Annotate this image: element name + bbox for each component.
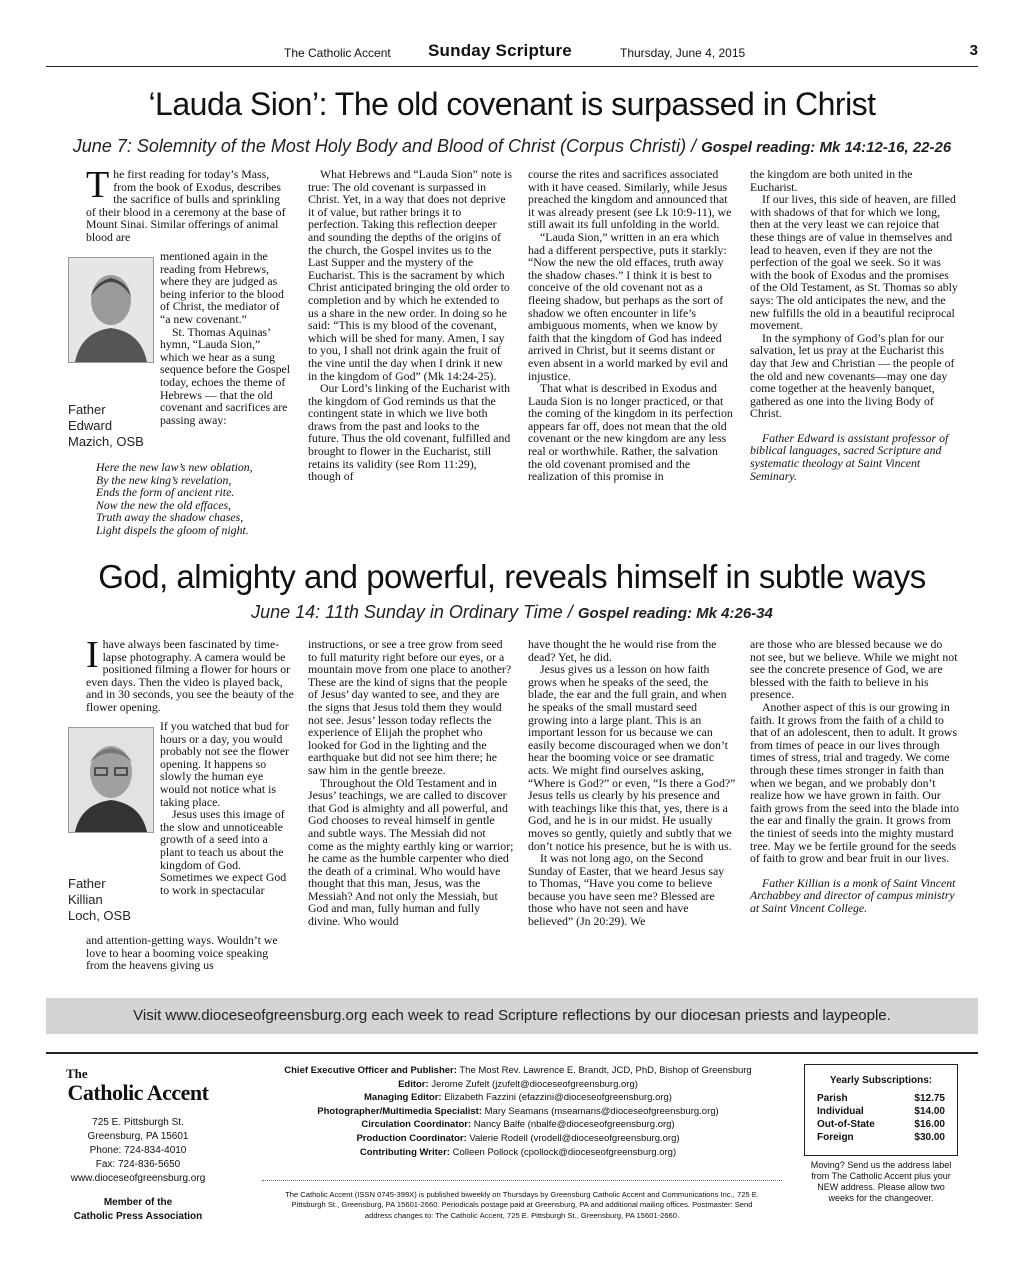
staff-name: The Most Rev. Lawrence E. Brandt, JCD, PhD, Bishop of Greensburg bbox=[459, 1065, 752, 1076]
website-banner: Visit www.dioceseofgreensburg.org each week to read Scripture reflections by our diocesan priests and laypeople. bbox=[46, 998, 978, 1034]
paragraph: the kingdom are both united in the Eucharist. bbox=[750, 167, 913, 194]
article2-author-caption bbox=[68, 876, 154, 924]
staff-role: Photographer/Multimedia Specialist: bbox=[317, 1105, 482, 1117]
staff-role: Contributing Writer: bbox=[359, 1146, 450, 1158]
subscriptions-table bbox=[817, 1092, 945, 1144]
staff-name: Mary Seamans (mseamans@dioceseofgreensburg.org) bbox=[484, 1105, 719, 1117]
sub-label: Foreign bbox=[817, 1132, 854, 1143]
masthead-staff bbox=[262, 1064, 774, 1159]
address-line: Greensburg, PA 15601 bbox=[87, 1131, 189, 1142]
article2-column-3 bbox=[528, 638, 736, 928]
paragraph: course the rites and sacrifices associated with it have ceased. Similarly, while Jesus preached the kingdom and announced that it was already present (see Lk 10:9-11), we still await its full unfolding in the world. bbox=[528, 167, 732, 232]
verse-line: Truth away the shadow chases, bbox=[96, 510, 244, 525]
sub-label: Out-of-State bbox=[817, 1119, 875, 1130]
article2-column-4 bbox=[750, 638, 960, 914]
paragraph: have thought the he would rise from the dead? Yet, he did. bbox=[528, 637, 717, 664]
article1-hymn-verse bbox=[96, 461, 296, 537]
article1-author-photo bbox=[68, 257, 154, 363]
article1-dropcap: T bbox=[86, 164, 110, 206]
article2-col1-tail: and attention-getting ways. Wouldn’t we love to hear a booming voice speaking from the heavens giving us bbox=[86, 933, 278, 973]
footer-divider bbox=[46, 1052, 978, 1054]
subscriptions-box bbox=[804, 1064, 958, 1156]
masthead-address bbox=[56, 1116, 220, 1186]
sub-price: $16.00 bbox=[914, 1119, 945, 1130]
article2-column-1 bbox=[86, 634, 294, 714]
article1-col1-p1: he first reading for today’s Mass, from the book of Exodus, describes the sacrifice of bulls and sprinkling of their blood in a ceremony at the base of Mount Sinai. Similar offerings of animal blood are bbox=[86, 167, 286, 244]
caption-line: Father bbox=[68, 876, 106, 891]
staff-name: Nancy Balfe (nbalfe@dioceseofgreensburg.org) bbox=[473, 1119, 675, 1131]
verse-line: Here the new law’s new oblation, bbox=[96, 460, 253, 474]
paragraph: Jesus gives us a lesson on how faith grows when he speaks of the seed, the blade, the ear and the full grain, and when he speaks of the small mustard seed growing into a large plant. This is an important lesson for us because we can easily become discouraged when we don’t hear the booming voice or see dramatic acts. We might find ourselves asking, “Where is God?” or even, “Is there a God?” Jesus tells us clearly by his presence and with teachings like this that, yes, there is a God, and he is in our midst. He usually moves so gently, quietly and subtly that we don’t notice his presence, but he is with us. bbox=[528, 662, 736, 853]
article1-column-1 bbox=[86, 164, 292, 244]
sub-label: Parish bbox=[817, 1093, 848, 1104]
article1-occasion: June 7: Solemnity of the Most Holy Body and Blood of Christ (Corpus Christi) / bbox=[72, 136, 697, 156]
paragraph: In the symphony of God’s plan for our salvation, let us pray at the Eucharist this day that Jew and Christian — the people of the old and new covenants—may one day come together at the heavenly banquet, gathered as one into the living Body of Christ. bbox=[750, 330, 955, 421]
table-row bbox=[817, 1092, 945, 1105]
article2-dropcap: I bbox=[86, 634, 99, 676]
article1-col1-wrap2: St. Thomas Aquinas’ hymn, “Lauda Sion,” which we hear as a sung sequence before the Gospel today, echoes the theme of Hebrews — that the old covenant and sacrifices are passing away: bbox=[160, 324, 291, 427]
masthead-logo: Catholic Accent bbox=[67, 1080, 209, 1105]
masthead-contact bbox=[56, 1066, 220, 1224]
staff-line bbox=[262, 1078, 774, 1092]
address-line: Phone: 724-834-4010 bbox=[89, 1145, 187, 1156]
header-date: Thursday, June 4, 2015 bbox=[620, 46, 746, 60]
verse-line: Ends the form of ancient rite. bbox=[96, 485, 235, 500]
member-line: Catholic Press Association bbox=[73, 1211, 203, 1222]
address-line: www.dioceseofgreensburg.org bbox=[70, 1173, 206, 1184]
sub-price: $14.00 bbox=[914, 1106, 945, 1117]
verse-line: By the new king’s revelation, bbox=[96, 472, 232, 487]
staff-role: Circulation Coordinator: bbox=[361, 1119, 472, 1131]
article1-author-bio: Father Edward is assistant professor of biblical languages, sacred Scripture and systematic theology at Saint Vincent Seminary. bbox=[750, 430, 949, 483]
paragraph: What Hebrews and “Lauda Sion” note is true: The old covenant is surpassed in Christ. Yet, in a way that does not deprive it of value, but rather brings it to perfection. Taking this reflection deeper and sounding the depths of the origins of the church, the Gospel invites us to the Last Supper and the mystery of the Eucharist. This is the sacrament by which Christ anticipated bringing the old order to completion and by which he extended to us a share in the new order. In doing so he said: “This is my blood of the covenant, which will be shed for many. Amen, I say to you, I shall not drink again the fruit of the vine until the day when I drink it new in the kingdom of God” (Mk 14:24-25). bbox=[308, 167, 512, 383]
sub-label: Individual bbox=[817, 1106, 864, 1117]
article2-gospel: Gospel reading: Mk 4:26-34 bbox=[577, 605, 773, 622]
staff-name: Colleen Pollock (cpollock@dioceseofgreensburg.org) bbox=[452, 1146, 677, 1158]
paragraph: instructions, or see a tree grow from seed to full maturity right before our eyes, or a mountain move from one place to another? These are the kind of signs that the people of Jesus’ day wanted to see, and they are the signs that Jesus told them they would not see. Jesus’ lesson today reflects the experience of Elijah the prophet who looked for God in the lighting and the earthquake but did not see him there; he saw him in the gentle breeze. bbox=[308, 637, 512, 777]
staff-line bbox=[262, 1091, 774, 1105]
staff-name: Elizabeth Fazzini (efazzini@dioceseofgreensburg.org) bbox=[444, 1092, 672, 1104]
masthead-member bbox=[56, 1196, 220, 1224]
moving-note: Moving? Send us the address label from The Catholic Accent plus your NEW address. Please allow two weeks for the changeover. bbox=[810, 1160, 952, 1203]
article2-headline: God, almighty and powerful, reveals himself in subtle ways bbox=[98, 558, 926, 595]
staff-role: Chief Executive Officer and Publisher: bbox=[284, 1065, 457, 1076]
staff-line bbox=[262, 1146, 774, 1160]
sub-price: $12.75 bbox=[914, 1093, 945, 1104]
paragraph: are those who are blessed because we do not see, but we believe. While we might not see the concrete presence of God, we are blessed with the faith to believe in his presence. bbox=[750, 637, 958, 702]
paragraph: If our lives, this side of heaven, are filled with shadows of that for which we long, then at the very least we can rejoice that these things are of value in themselves and lead to heaven, even if they are not the perfection of the goal we seek. So it was with the book of Exodus and the promises of the Old Testament, as St. Thomas so ably says: The old anticipates the new, and the new fulfills the old in a beautiful reciprocal movement. bbox=[750, 192, 958, 333]
staff-line bbox=[262, 1132, 774, 1146]
sub-price: $30.00 bbox=[914, 1132, 945, 1143]
page-number: 3 bbox=[969, 42, 978, 59]
article1-author-caption bbox=[68, 402, 154, 450]
staff-line bbox=[262, 1105, 774, 1119]
article2-column-1-tail bbox=[86, 934, 294, 972]
caption-line: Edward bbox=[68, 418, 113, 433]
author-portrait-icon bbox=[69, 728, 153, 832]
article1-column-4 bbox=[750, 168, 960, 482]
paragraph: “Lauda Sion,” written in an era which had a different perspective, puts it starkly: “Now the new the old effaces, truth away the shadow chases.” I think it is best to conceive of the old covenant not as a fleeing shadow, but perhaps as the sort of shadow we often encounter in life’s ambiguous moments, when we know by faith that the kingdom of God has indeed arrived in Christ, but it seems distant or even absent in a world marked by evil and injustice. bbox=[528, 229, 728, 383]
article1-column-1-wrap bbox=[160, 250, 292, 426]
article2-column-2 bbox=[308, 638, 514, 928]
article1-column-2 bbox=[308, 168, 512, 483]
masthead-fine-print: The Catholic Accent (ISSN 0745-399X) is published biweekly on Thursdays by Greensburg Catholic Accent and Communications Inc., 725 E. Pittsburgh St., Greensburg, PA 15601-2660. Periodicals postage paid at Greensburg, PA and additional mailing offices. Postmaster: Send address changes to: The Catholic Accent, 725 E. Pittsburgh St., Greensburg, PA 15601-2660. bbox=[285, 1190, 759, 1220]
article2-author-photo bbox=[68, 727, 154, 833]
paragraph: Another aspect of this is our growing in faith. It grows from the faith of a child to that of an adolescent, then to adult. It grows from times of peace in our lives through times of stress, trial and tragedy. We come through these times stronger in faith than when we began, and we probably don’t realize how we have grown in faith. Our faith grows from the seed into the blade into the ear and finally the grain. It grows from the tiniest of seeds into the mighty mustard tree. May we be fertile ground for the seeds of faith to grow and bear fruit in our lives. bbox=[750, 699, 960, 866]
caption-line: Mazich, OSB bbox=[68, 434, 144, 449]
masthead-dotted-divider bbox=[262, 1180, 782, 1181]
caption-line: Killian bbox=[68, 892, 103, 907]
paragraph: That what is described in Exodus and Lauda Sion is no longer practiced, or that the coming of the kingdom in its perfection appears far off, does not mean that the old covenant or the new kingdom are any less real or worthwhile. Rather, the salvation the old covenant promised and the realization of this promise in bbox=[528, 381, 733, 484]
verse-line: Light dispels the gloom of night. bbox=[96, 522, 249, 537]
address-line: Fax: 724-836-5650 bbox=[95, 1159, 181, 1170]
masthead-logo-small: The bbox=[66, 1066, 88, 1081]
staff-line bbox=[262, 1064, 774, 1078]
caption-line: Loch, OSB bbox=[68, 908, 131, 923]
article1-col1-wrap: mentioned again in the reading from Hebrews, where they are judged as being inferior to the blood of Christ, the mediator of “a new covenant.” bbox=[160, 249, 284, 326]
verse-line: Now the new the old effaces, bbox=[96, 497, 231, 512]
article1-subhead bbox=[46, 136, 978, 157]
article2-col1-wrap2: Jesus uses this image of the slow and unnoticeable growth of a seed into a plant to teach us about the kingdom of God. Sometimes we expect God to work in spectacular bbox=[160, 807, 287, 897]
staff-role: Editor: bbox=[398, 1078, 429, 1090]
article2-col1-p1: have always been fascinated by time-lapse photography. A camera would be positioned filming a flower for hours or even days. Then the video is played back, and in 30 seconds, you see the beauty of the flower opening. bbox=[86, 637, 294, 714]
staff-role: Production Coordinator: bbox=[356, 1132, 467, 1144]
article2-subhead bbox=[46, 602, 978, 623]
address-line: 725 E. Pittsburgh St. bbox=[92, 1117, 184, 1128]
paragraph: Our Lord’s linking of the Eucharist with the kingdom of God reminds us that the contingent state in which we live both draws from the past and looks to the future. Thus the old covenant, fulfilled and brought to flower in the Eucharist, still retains its validity (see Rom 11:29), though of bbox=[308, 381, 511, 484]
article1-gospel: Gospel reading: Mk 14:12-16, 22-26 bbox=[701, 139, 952, 156]
paragraph: It was not long ago, on the Second Sunday of Easter, that we heard Jesus say to Thomas, “Have you come to believe because you have seen me? Blessed are those who have not seen and have believed” (Jn 20:29). We bbox=[528, 851, 725, 929]
article1-column-3 bbox=[528, 168, 734, 483]
member-line: Member of the bbox=[103, 1197, 173, 1208]
staff-role: Managing Editor: bbox=[364, 1092, 442, 1104]
author-portrait-icon bbox=[69, 258, 153, 362]
article2-col1-wrap: If you watched that bud for hours or a day, you would probably not see the flower opening. It happens so slowly the human eye would not notice what is taking place. bbox=[160, 719, 290, 809]
staff-name: Jerome Zufelt (jzufelt@dioceseofgreensburg.org) bbox=[431, 1078, 638, 1090]
page-header bbox=[46, 40, 978, 67]
article1-headline: ‘Lauda Sion’: The old covenant is surpassed in Christ bbox=[148, 86, 876, 122]
article2-column-1-wrap bbox=[160, 720, 294, 896]
caption-line: Father bbox=[68, 402, 106, 417]
subscriptions-title: Yearly Subscriptions: bbox=[829, 1075, 933, 1086]
article2-occasion: June 14: 11th Sunday in Ordinary Time / bbox=[251, 602, 573, 622]
table-row bbox=[817, 1118, 945, 1131]
staff-name: Valerie Rodell (vrodell@dioceseofgreensburg.org) bbox=[469, 1132, 680, 1144]
article2-author-bio: Father Killian is a monk of Saint Vincent Archabbey and director of campus ministry at Saint Vincent College. bbox=[750, 875, 956, 915]
header-publication: The Catholic Accent bbox=[284, 46, 391, 60]
table-row bbox=[817, 1105, 945, 1118]
header-section: Sunday Scripture bbox=[428, 41, 572, 60]
table-row bbox=[817, 1131, 945, 1144]
staff-line bbox=[262, 1118, 774, 1132]
paragraph: Throughout the Old Testament and in Jesus’ teachings, we are called to discover that God is almighty and all powerful, and God chooses to reveal himself in gentle and subtle ways. The Messiah did not come as the mighty earthly king or warrior; he came as the humble carpenter who died the death of a criminal. Who would have thought that this man, Jesus, was the Messiah? And not only the Messiah, but God and man, fully human and fully divine. Who would bbox=[308, 775, 514, 929]
